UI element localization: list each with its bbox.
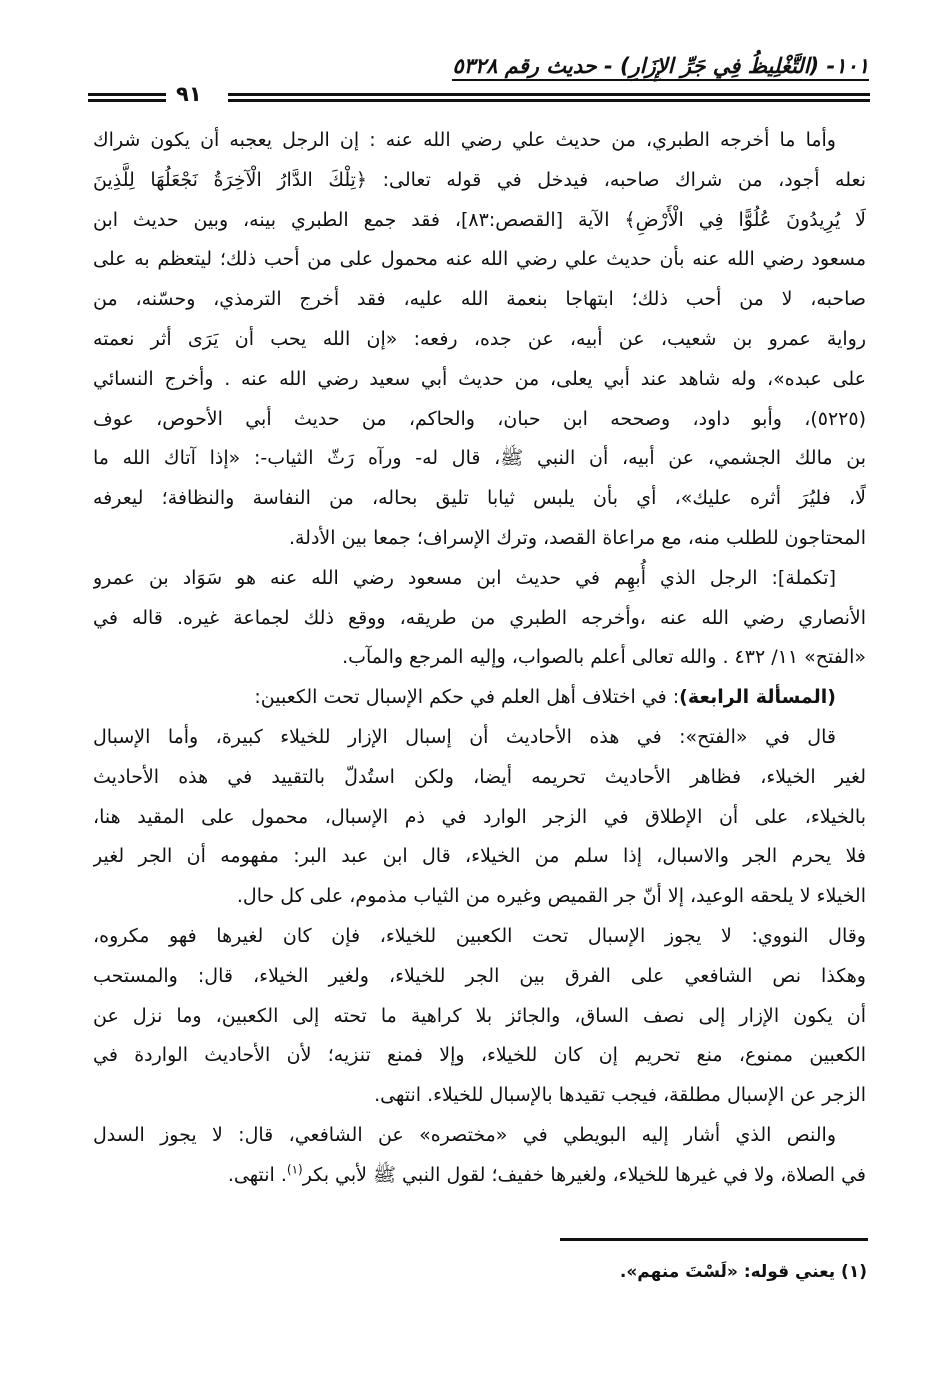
page-number: ٩١ <box>176 82 202 106</box>
text-line <box>93 479 866 519</box>
text-line <box>93 201 866 241</box>
text-line <box>93 718 866 758</box>
text-line <box>93 877 866 917</box>
line-text: الزجر عن الإسبال مطلقة، فيجب تقيدها بالإسبال للخيلاء. انتهى. <box>374 1084 866 1107</box>
text-line <box>93 519 866 559</box>
footnote-separator <box>560 1238 868 1241</box>
line-text: المحتاجون للطلب منه، مع مراعاة القصد، وترك الإسراف؛ جمعا بين الأدلة. <box>288 526 866 549</box>
line-text: أن يكون الإزار إلى نصف الساق، والجائز بلا كراهية ما تحته إلى الكعبين، وما نزل عن <box>93 1004 866 1027</box>
line-text: بن مالك الجشمي، عن أبيه، أن النبي ﷺ، قال له- ورآه رَثّ الثياب-: «إذا آتاك الله ما <box>93 447 866 470</box>
line-text: على عبده»، وله شاهد عند أبي يعلى، من حديث أبي سعيد رضي الله عنه . وأخرج النسائي <box>93 367 866 390</box>
text-line <box>93 957 866 997</box>
text-line <box>93 798 866 838</box>
text-line <box>93 1116 866 1156</box>
text-line <box>93 439 866 479</box>
line-text: لًا، فليُرَ أثره عليك»، أي بأن يلبس ثيابا تليق بحاله، من النفاسة والنظافة؛ ليعرفه <box>93 487 866 510</box>
line-text: رواية عمرو بن شعيب، عن أبيه، عن جده، رفعه: «إن الله يحب أن يَرَى أثر نعمته <box>93 327 866 350</box>
line-text: لَا يُرِيدُونَ عُلُوًّا فِي الْأَرْضِ﴾ الآية [القصص:٨٣]، فقد جمع الطبري بينه، وبين حديث ابن <box>93 208 866 231</box>
section-heading: (المسألة الرابعة) <box>679 686 836 709</box>
line-text: الخيلاء لا يلحقه الوعيد، إلا أنّ جر القميص وغيره من الثياب مذموم، على كل حال. <box>236 885 866 908</box>
line-text: (٥٢٢٥)، وأبو داود، وصححه ابن حبان، والحاكم، من حديث أبي الأحوص، عوف <box>93 407 866 430</box>
body-text <box>93 121 866 1196</box>
line-text: نعله أجود، من شراك صاحبه، فيدخل في قوله تعالى: ﴿تِلْكَ الدَّارُ الْآخِرَةُ نَجْعَلُهَا لِلَّذِينَ <box>93 168 866 191</box>
line-text: في الصلاة، ولا في غيرها للخيلاء، ولغيرها خفيف؛ لقول النبي ﷺ لأبي بكر <box>302 1163 866 1186</box>
text-line <box>93 638 866 678</box>
text-line <box>93 599 866 639</box>
line-text-end: . انتهى. <box>227 1163 287 1186</box>
text-line <box>93 837 866 877</box>
text-line <box>93 280 866 320</box>
footnote: (١) يعني قوله: «لَسْتَ منهم». <box>619 1262 867 1282</box>
text-line <box>93 559 866 599</box>
line-text: وقال النووي: لا يجوز الإسبال تحت الكعبين للخيلاء، فإن كان لغيرها فهو مكروه، <box>93 924 866 947</box>
line-text: صاحبه، لا من أحب ذلك؛ ابتهاجا بنعمة الله عليه، فقد أخرج الترمذي، وحسّنه، من <box>93 288 866 311</box>
line-text: : في اختلاف أهل العلم في حكم الإسبال تحت الكعبين: <box>254 686 680 709</box>
text-line <box>93 758 866 798</box>
text-line <box>93 320 866 360</box>
text-line <box>93 1036 866 1076</box>
line-text: بالخيلاء، على أن الإطلاق في الزجر الوارد في ذم الإسبال، محمول على المقيد هنا، <box>93 805 866 828</box>
line-text: الكعبين ممنوع، منع تحريم إن كان للخيلاء، وإلا فمنع تنزيه؛ لأن الأحاديث الواردة في <box>93 1044 866 1067</box>
line-text: [تكملة]: الرجل الذي أُبهِم في حديث ابن مسعود رضي الله عنه هو سَوَاد بن عمرو <box>93 566 836 589</box>
line-text: لغير الخيلاء، فظاهر الأحاديث تحريمه أيضا، ولكن استُدلّ بالتقييد في هذه الأحاديث <box>93 765 866 788</box>
line-text: وأما ما أخرجه الطبري، من حديث علي رضي الله عنه : إن الرجل يعجبه أن يكون شراك <box>93 129 836 151</box>
header-rule-right <box>228 93 870 102</box>
text-line <box>93 121 866 161</box>
line-text: الأنصاري رضي الله عنه ،وأخرجه الطبري من طريقه، ووقع ذلك لجماعة غيره. قاله في <box>93 606 866 629</box>
line-text: قال في «الفتح»: في هذه الأحاديث أن إسبال الإزار للخيلاء كبيرة، وأما الإسبال <box>93 725 836 748</box>
line-text: «الفتح» ١١/ ٤٣٢ . والله تعالى أعلم بالصواب، وإليه المرجع والمآب. <box>342 646 866 669</box>
text-line <box>93 1156 866 1196</box>
text-line <box>93 161 866 201</box>
header-rule-left <box>88 93 166 102</box>
line-text: والنص الذي أشار إليه البويطي في «مختصره» عن الشافعي، قال: لا يجوز السدل <box>93 1123 836 1146</box>
footnote-marker[interactable]: (١) <box>286 1162 303 1177</box>
text-line <box>93 400 866 440</box>
text-line <box>93 1076 866 1116</box>
text-line <box>93 997 866 1037</box>
line-text: وهكذا نص الشافعي على الفرق بين الجر للخيلاء، ولغير الخيلاء، قال: والمستحب <box>93 964 866 987</box>
running-header-title: ١٠١- (التَّغْلِيظُ فِي جَرِّ الإِزَارِ) - حديث رقم ٥٣٢٨ <box>452 54 869 81</box>
text-line <box>93 678 866 718</box>
line-text: مسعود رضي الله عنه بأن حديث علي رضي الله عنه محمول على من أحب ذلك؛ ليتعظم به على <box>93 248 866 271</box>
text-line <box>93 240 866 280</box>
text-line <box>93 360 866 400</box>
text-line <box>93 917 866 957</box>
line-text: فلا يحرم الجر والاسبال، إذا سلم من الخيلاء، قال ابن عبد البر: مفهومه أن الجر لغير <box>93 845 866 868</box>
